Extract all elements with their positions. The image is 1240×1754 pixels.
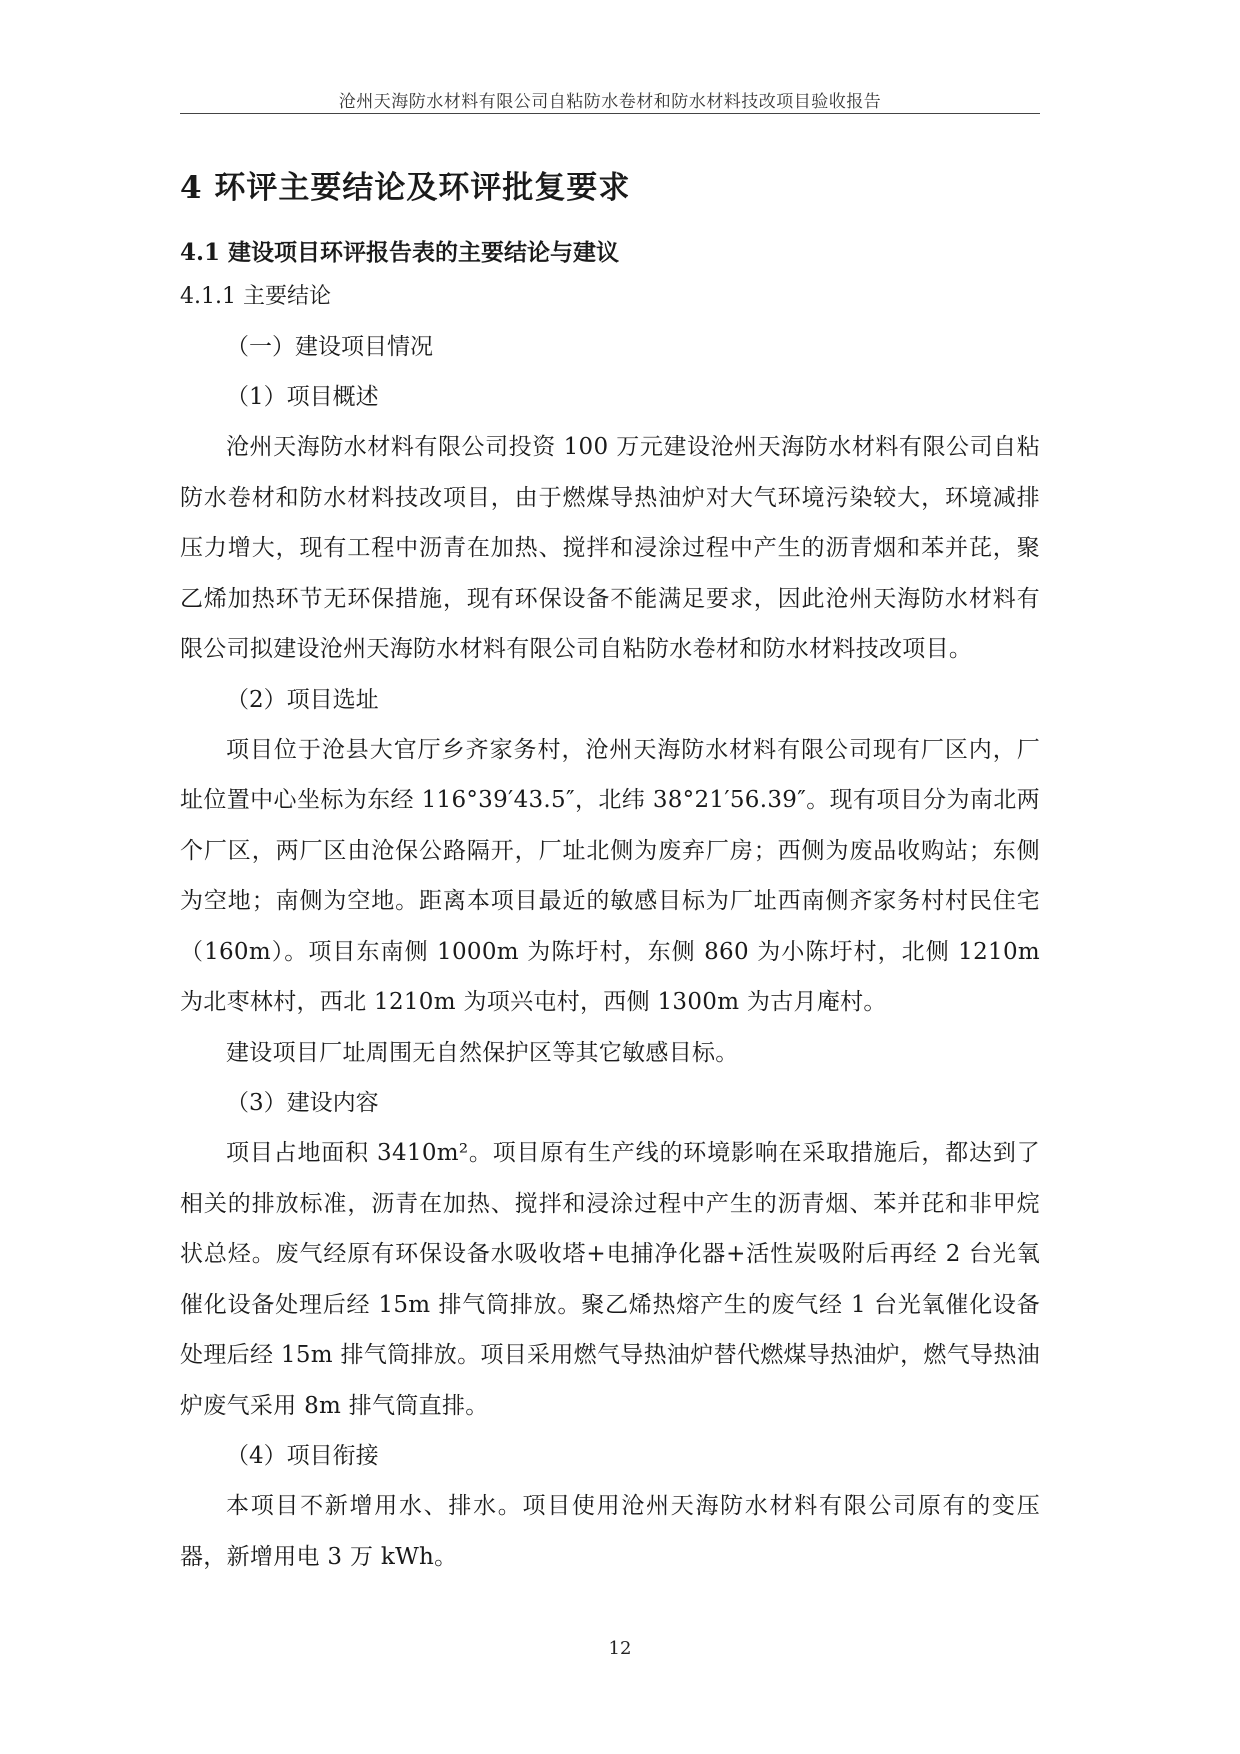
item-title-content: （3）建设内容 xyxy=(226,1090,379,1116)
paragraph-content: 项目占地面积 3410m²。项目原有生产线的环境影响在采取措施后，都达到了相关的排放标准，沥青在加热、搅拌和浸涂过程中产生的沥青烟、苯并芘和非甲烷状总烃。废气经原有环保设备水吸收塔+电捕净化器+活性炭吸附后再经 2 台光氧催化设备处理后经 15m 排气筒排放。聚乙烯热熔产生的废气经 1 台光氧催化设备处理后经 15m 排气筒排放。项目采用燃气导热油炉替代燃煤导热油炉，燃气导热油炉废气采用 8m 排气筒直排。 xyxy=(180,1140,1040,1419)
running-header: 沧州天海防水材料有限公司自粘防水卷材和防水材料技改项目验收报告 xyxy=(338,92,882,112)
chapter-title: 4 环评主要结论及环评批复要求 xyxy=(180,170,631,206)
item-title-overview: （1）项目概述 xyxy=(226,384,379,410)
item-title-site: （2）项目选址 xyxy=(226,686,379,713)
section-title: 4.1 建设项目环评报告表的主要结论与建议 xyxy=(180,239,620,266)
paragraph-site-location: 项目位于沧县大官厅乡齐家务村，沧州天海防水材料有限公司现有厂区内，厂址位置中心坐标为东经 116°39′43.5″，北纬 38°21′56.39″。现有项目分为南北两个厂区，两厂区由沧保公路隔开，厂址北侧为废弃厂房；西侧为废品收购站；东侧为空地；南侧为空地。距离本项目最近的敏感目标为厂址西南侧齐家务村村民住宅（160m）。项目东南侧 1000m 为陈圩村，东侧 860 为小陈圩村，北侧 1210m 为北枣林村，西北 1210m 为项兴屯村，西侧 1300m 为古月庵村。 xyxy=(180,736,1040,1015)
header-rule xyxy=(180,113,1040,114)
page-content xyxy=(180,160,1040,1582)
part-title: （一）建设项目情况 xyxy=(226,334,433,360)
subsection-title: 4.1.1 主要结论 xyxy=(180,284,331,309)
paragraph-site-sensitive: 建设项目厂址周围无自然保护区等其它敏感目标。 xyxy=(226,1039,739,1066)
paragraph-overview: 沧州天海防水材料有限公司投资 100 万元建设沧州天海防水材料有限公司自粘防水卷材和防水材料技改项目，由于燃煤导热油炉对大气环境污染较大，环境减排压力增大，现有工程中沥青在加热、搅拌和浸涂过程中产生的沥青烟和苯并芘，聚乙烯加热环节无环保措施，现有环保设备不能满足要求，因此沧州天海防水材料有限公司拟建设沧州天海防水材料有限公司自粘防水卷材和防水材料技改项目。 xyxy=(180,434,1040,662)
page-number: 12 xyxy=(608,1638,632,1659)
item-title-connection: （4）项目衔接 xyxy=(226,1443,379,1469)
paragraph-connection: 本项目不新增用水、排水。项目使用沧州天海防水材料有限公司原有的变压器，新增用电 3 万 kWh。 xyxy=(180,1493,1040,1570)
